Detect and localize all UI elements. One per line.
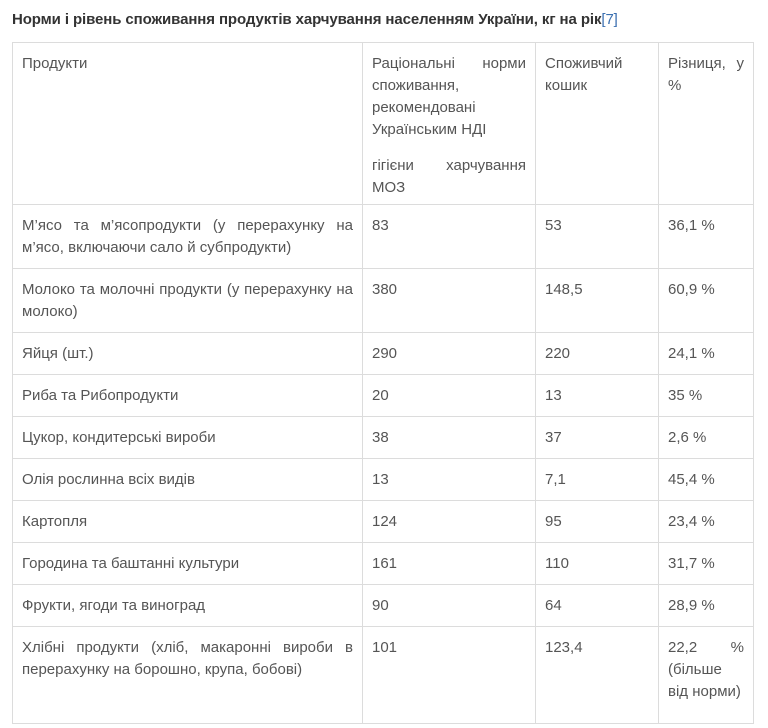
cell-norm: 90 <box>363 585 536 627</box>
table-row <box>13 205 754 269</box>
cell-product: Молоко та молочні продукти (у перерахунку на молоко) <box>13 269 363 333</box>
footnote-link[interactable]: [7] <box>601 11 618 28</box>
cell-diff: 24,1 % <box>659 333 754 375</box>
cell-basket: 95 <box>536 501 659 543</box>
table-row <box>13 417 754 459</box>
header-norm-line2: гігієни харчування МОЗ <box>372 157 526 196</box>
table-row <box>13 501 754 543</box>
table-header-row <box>13 43 754 205</box>
header-norm <box>363 43 536 205</box>
cell-basket: 220 <box>536 333 659 375</box>
cell-diff: 60,9 % <box>659 269 754 333</box>
cell-basket: 148,5 <box>536 269 659 333</box>
cell-diff: 31,7 % <box>659 543 754 585</box>
cell-norm: 20 <box>363 375 536 417</box>
cell-norm: 124 <box>363 501 536 543</box>
cell-diff: 23,4 % <box>659 501 754 543</box>
cell-norm: 380 <box>363 269 536 333</box>
cell-product: Хлібні продукти (хліб, макаронні вироби в перерахунку на борошно, крупа, бобові) <box>13 627 363 724</box>
header-diff: Різниця, у % <box>659 43 754 205</box>
table-row <box>13 375 754 417</box>
cell-diff: 36,1 % <box>659 205 754 269</box>
cell-basket: 37 <box>536 417 659 459</box>
cell-product: Фрукти, ягоди та виноград <box>13 585 363 627</box>
cell-norm: 161 <box>363 543 536 585</box>
cell-diff: 45,4 % <box>659 459 754 501</box>
cell-norm: 290 <box>363 333 536 375</box>
cell-basket: 110 <box>536 543 659 585</box>
cell-diff: 2,6 % <box>659 417 754 459</box>
table-row <box>13 459 754 501</box>
table-caption <box>12 11 618 28</box>
table-row <box>13 543 754 585</box>
cell-diff: 35 % <box>659 375 754 417</box>
cell-product: Риба та Рибопродукти <box>13 375 363 417</box>
cell-basket: 53 <box>536 205 659 269</box>
cell-norm: 38 <box>363 417 536 459</box>
cell-product: Олія рослинна всіх видів <box>13 459 363 501</box>
cell-basket: 13 <box>536 375 659 417</box>
header-product: Продукти <box>13 43 363 205</box>
cell-product: Картопля <box>13 501 363 543</box>
cell-product: Цукор, кондитерські вироби <box>13 417 363 459</box>
cell-norm: 13 <box>363 459 536 501</box>
header-norm-line1: Раціональні норми споживання, рекомендовані Українським НДІ <box>372 55 526 138</box>
cell-diff: 22,2 % (більше від норми) <box>659 627 754 724</box>
table-row <box>13 627 754 724</box>
cell-norm: 83 <box>363 205 536 269</box>
cell-basket: 64 <box>536 585 659 627</box>
table-row <box>13 269 754 333</box>
table-row <box>13 585 754 627</box>
cell-basket: 123,4 <box>536 627 659 724</box>
consumption-table <box>12 42 754 724</box>
cell-product: М’ясо та м’ясопродукти (у перерахунку на м’ясо, включаючи сало й субпродукти) <box>13 205 363 269</box>
table-row <box>13 333 754 375</box>
cell-basket: 7,1 <box>536 459 659 501</box>
cell-product: Яйця (шт.) <box>13 333 363 375</box>
cell-product: Городина та баштанні культури <box>13 543 363 585</box>
header-basket: Споживчий кошик <box>536 43 659 205</box>
cell-norm: 101 <box>363 627 536 724</box>
caption-title: Норми і рівень споживання продуктів харчування населенням України, кг на рік <box>12 11 602 28</box>
cell-diff: 28,9 % <box>659 585 754 627</box>
